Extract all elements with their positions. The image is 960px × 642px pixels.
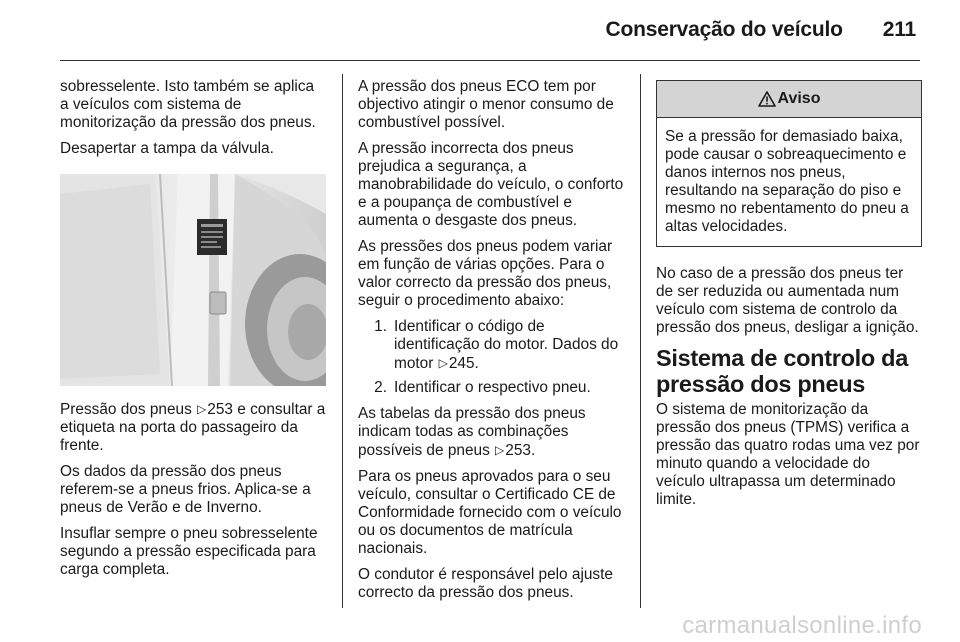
warning-text: Se a pressão for demasiado baixa, pode causar o sobreaquecimento e danos internos nos pneus, resultando na separação do piso e mesmo no rebentamento do pneu a altas velocidades. (665, 128, 909, 235)
paragraph: As pressões dos pneus podem variar em função de várias opções. Para o valor correcto da pressão dos pneus, seguir o procedimento abaixo: (358, 238, 613, 309)
paragraph: Insuflar sempre o pneu sobresselente segundo a pressão especificada para carga completa. (60, 525, 318, 578)
page-reference-link[interactable]: 245 (448, 355, 475, 372)
header-divider (60, 60, 920, 61)
section-heading: Sistema de controlo da pressão dos pneus (656, 345, 908, 397)
warning-header (657, 81, 921, 118)
paragraph: Para os pneus aprovados para o seu veículo, consultar o Certificado CE de Conformidade fornecido com o veículo ou os documentos de matrícula nacionais. (358, 468, 622, 557)
paragraph: O sistema de monitorização da pressão dos pneus (TPMS) verifica a pressão das quatro rodas uma vez por minuto quando a velocidade do veículo ultrapassa um determinado limite. (656, 401, 920, 508)
page-reference-link[interactable]: 253 (505, 442, 531, 459)
page-reference-link[interactable]: 253 (207, 401, 233, 418)
page-title: Conservação do veículo (605, 18, 843, 41)
procedure-list (358, 318, 624, 397)
column-divider-2 (640, 74, 641, 608)
page-reference-icon: ▷ (197, 402, 207, 416)
column-2 (358, 78, 624, 610)
watermark: carmanualsonline.info (682, 612, 922, 639)
paragraph: Pressão dos pneus ▷253 e consultar a etiqueta na porta do passageiro da frente. (60, 401, 326, 454)
page-header (606, 18, 916, 42)
door-label-illustration (60, 174, 326, 386)
column-1 (60, 78, 326, 587)
paragraph: A pressão incorrecta dos pneus prejudica a segurança, a manobrabilidade do veículo, o conforto e a poupança de combustível e aumenta o desgaste dos pneus. (358, 140, 624, 229)
paragraph: A pressão dos pneus ECO tem por objectivo atingir o menor consumo de combustível possível. (358, 78, 614, 131)
paragraph: No caso de a pressão dos pneus ter de ser reduzida ou aumentada num veículo com sistema de controlo da pressão dos pneus, desligar a ignição. (656, 265, 919, 336)
page-number: 211 (882, 18, 916, 41)
list-item: 1. Identificar o código de identificação do motor. Dados do motor ▷245. (374, 318, 619, 372)
warning-triangle-icon (758, 91, 776, 107)
warning-title: Aviso (777, 90, 821, 107)
page-reference-icon: ▷ (438, 356, 448, 370)
column-divider-1 (342, 74, 343, 608)
paragraph: O condutor é responsável pelo ajuste correcto da pressão dos pneus. (358, 566, 613, 601)
door-pillar-photo (60, 174, 326, 386)
warning-box (656, 80, 922, 247)
paragraph: As tabelas da pressão dos pneus indicam todas as combinações possíveis de pneus ▷253. (358, 405, 586, 459)
paragraph: sobresselente. Isto também se aplica a veículos com sistema de monitorização da pressão dos pneus. (60, 78, 316, 131)
paragraph: Desapertar a tampa da válvula. (60, 140, 274, 157)
paragraph: Os dados da pressão dos pneus referem-se a pneus frios. Aplica-se a pneus de Verão e de Inverno. (60, 463, 311, 516)
column-3 (656, 78, 922, 517)
page-reference-icon: ▷ (495, 443, 505, 457)
list-item: 2. Identificar o respectivo pneu. (374, 379, 591, 396)
